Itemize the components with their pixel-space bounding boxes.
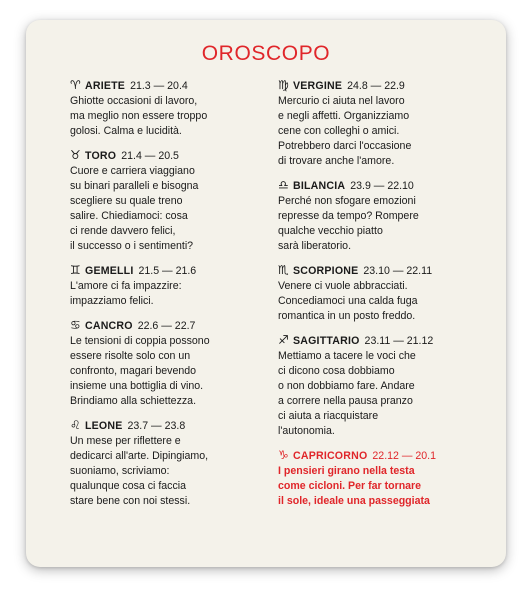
sign-name: CAPRICORNO [293,450,368,462]
leo-icon: ♌ [70,418,81,432]
sign-dates: 23.9 — 22.10 [350,180,414,192]
sign-dates: 22.12 — 20.1 [372,450,437,462]
sign-entry-cancro [70,318,260,409]
sign-entry-toro [70,148,260,254]
right-column [278,78,478,518]
page-title: OROSCOPO [201,42,331,65]
sign-entry-gemelli [70,263,260,309]
sign-dates: 24.8 — 22.9 [347,80,405,92]
sign-entry-sagittario [278,333,478,439]
sign-name: BILANCIA [293,180,346,192]
sign-name: ARIETE [85,80,126,92]
sign-dates: 21.4 — 20.5 [121,150,179,162]
sign-name: CANCRO [85,320,133,332]
sign-entry-vergine [278,78,478,169]
sign-entry-leone [70,418,260,509]
scorpio-icon: ♏ [278,263,289,277]
sign-text: Mettiamo a tacere le voci che ci dicono cosa dobbiamo o non dobbiamo fare. Andare a correre nella pausa pranzo ci aiuta a riacquistare l'autonomia. [278,350,416,437]
sign-name: TORO [85,150,117,162]
aries-icon: ♈ [70,78,81,92]
sign-entry-scorpione [278,263,478,324]
left-column [70,78,260,518]
horoscope-card [26,20,506,567]
sign-text: I pensieri girano nella testa come cicloni. Per far tornare il sole, ideale una passeggiata [278,465,430,507]
sign-name: VERGINE [293,80,343,92]
sign-text: Cuore e carriera viaggiano su binari paralleli e bisogna scegliere su quale treno salire. Chiediamoci: cosa ci rende davvero felici, il successo o i sentimenti? [70,165,199,252]
capricorn-icon: ♑ [278,448,289,462]
sign-text: Perché non sfogare emozioni represse da tempo? Rompere qualche vecchio piatto sarà liberatorio. [278,195,419,252]
sign-entry-capricorno [278,448,478,509]
sign-name: LEONE [85,420,123,432]
sign-dates: 21.5 — 21.6 [138,265,197,277]
sign-dates: 21.3 — 20.4 [130,80,188,92]
sign-name: GEMELLI [85,265,134,277]
sign-text: Venere ci vuole abbracciati. Concediamoci una calda fuga romantica in un posto freddo. [278,280,418,322]
sign-dates: 23.7 — 23.8 [127,420,186,432]
sign-entry-ariete [70,78,260,139]
sagittarius-icon: ♐ [278,333,289,347]
sign-text: L'amore ci fa impazzire: impazziamo felici. [70,280,182,307]
sign-name: SAGITTARIO [293,335,360,347]
sign-entry-bilancia [278,178,478,254]
sign-dates: 23.11 — 21.12 [364,335,434,347]
taurus-icon: ♉ [70,148,81,162]
sign-text: Le tensioni di coppia possono essere risolte solo con un confronto, magari bevendo insieme una bottiglia di vino. Brindiamo alla schiettezza. [70,335,210,407]
sign-text: Mercurio ci aiuta nel lavoro e negli affetti. Organizziamo cene con colleghi o amici. Potrebbero darci l'occasione di trovare anche l'amore. [278,95,412,167]
sign-dates: 23.10 — 22.11 [363,265,433,277]
cancer-icon: ♋ [70,318,81,332]
libra-icon: ♎ [278,178,289,192]
virgo-icon: ♍ [278,78,289,92]
gemini-icon: ♊ [70,263,81,277]
sign-name: SCORPIONE [293,265,359,277]
sign-dates: 22.6 — 22.7 [137,320,196,332]
sign-text: Un mese per riflettere e dedicarci all'arte. Dipingiamo, suoniamo, scriviamo: qualunque cosa ci faccia stare bene con noi stessi. [70,435,209,507]
sign-text: Ghiotte occasioni di lavoro, ma meglio non essere troppo golosi. Calma e lucidità. [70,95,208,137]
